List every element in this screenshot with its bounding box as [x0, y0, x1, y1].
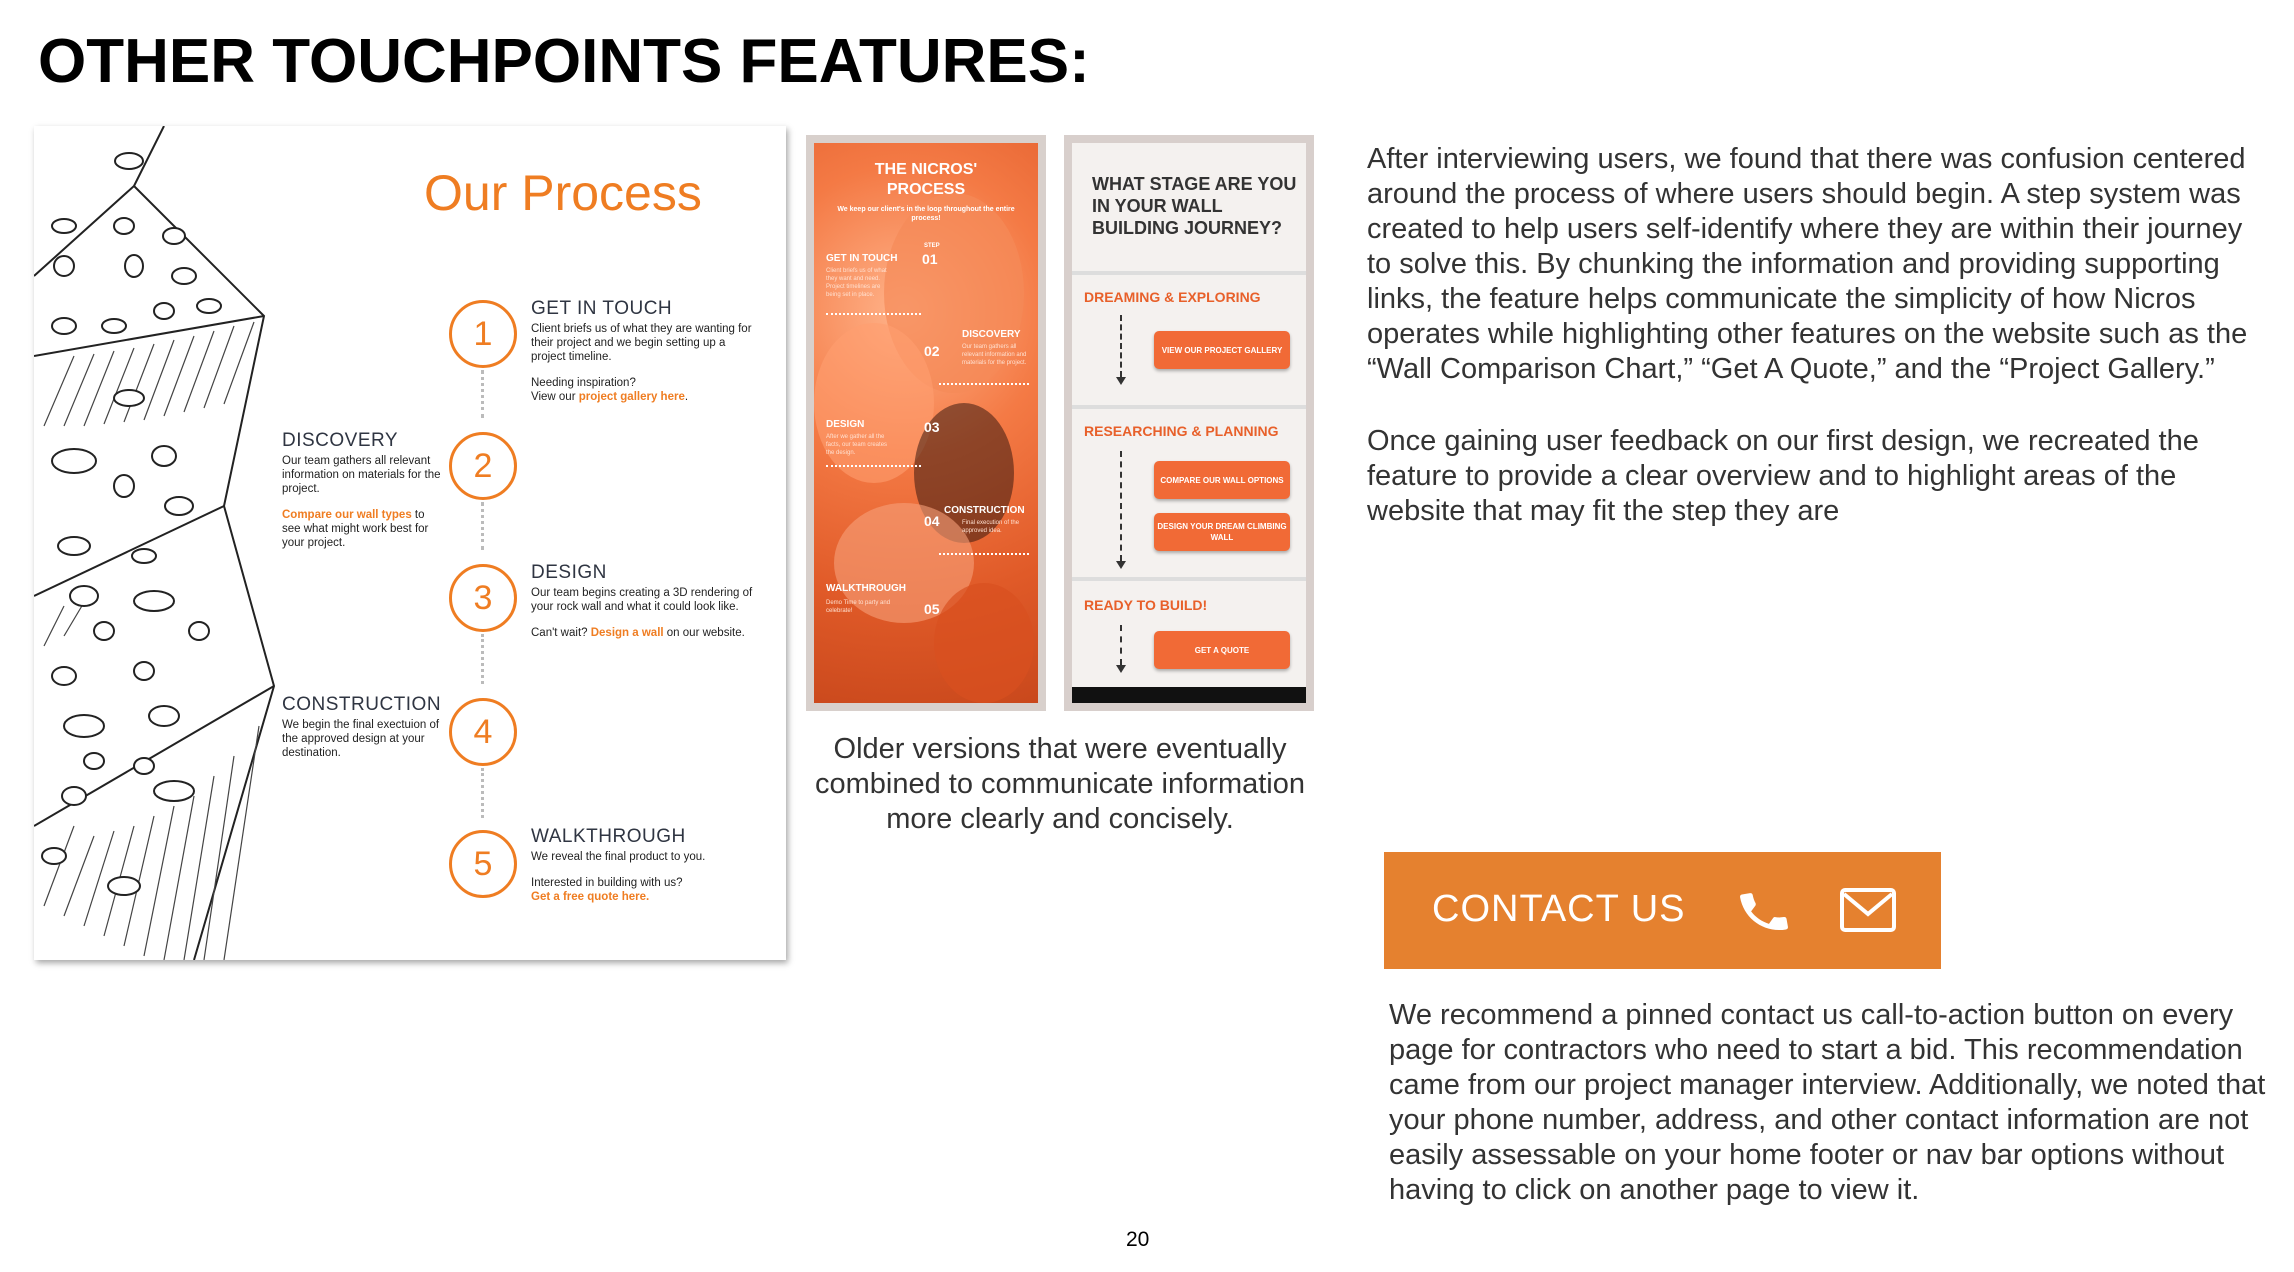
step-5-circle: 5	[449, 830, 517, 898]
old2-arrow	[1120, 625, 1122, 665]
step-2-text: Our team gathers all relevant information on materials for the project. Compare our wall types to see what might work best for your project.	[282, 455, 441, 549]
step-3-circle: 3	[449, 564, 517, 632]
old1-divider	[939, 383, 1029, 385]
old1-step-name: WALKTHROUGH	[826, 583, 906, 594]
old2-arrow	[1120, 315, 1122, 377]
step-3-heading: DESIGN	[531, 562, 607, 583]
step-4-circle: 4	[449, 698, 517, 766]
get-a-quote-button[interactable]: GET A QUOTE	[1154, 631, 1290, 669]
old1-step-num: 04	[924, 513, 940, 529]
old2-divider	[1072, 577, 1306, 581]
description-paragraph-1: After interviewing users, we found that there was confusion centered around the process of where users should begin. A step system was created to help users self-identify where they are within their journey to solve this. By chunking the information and providing supporting links, the feature helps communicate the simplicity of how Nicros operates while highlighting other features on the website such as the “Wall Comparison Chart,” “Get A Quote,” and the “Project Gallery.”	[1367, 143, 2248, 385]
old1-step-name: DISCOVERY	[962, 329, 1021, 340]
old1-step-desc: Final execution of the approved idea.	[962, 520, 1020, 534]
step-2-circle: 2	[449, 432, 517, 500]
climbing-wall-illustration	[34, 126, 304, 960]
contact-us-button[interactable]	[1384, 852, 1941, 969]
our-process-image	[34, 126, 786, 960]
old-version-2-image	[1064, 135, 1314, 711]
step-5-text: We reveal the final product to you. Interested in building with us? Get a free quote here.	[531, 850, 756, 904]
design-a-wall-link[interactable]: Design a wall	[590, 627, 664, 639]
old1-step-num: 01	[922, 251, 938, 267]
step-connector	[481, 634, 487, 684]
old1-step-desc: Client briefs us of what they want and need. Project timelines are being set in place.	[826, 268, 887, 298]
old1-step-num: 02	[924, 343, 940, 359]
old1-divider	[826, 465, 921, 467]
old2-divider	[1072, 405, 1306, 409]
step-connector	[481, 502, 487, 550]
old1-divider	[826, 313, 921, 315]
step-1-circle: 1	[449, 300, 517, 368]
step-1-heading: GET IN TOUCH	[531, 298, 673, 319]
old1-step-desc: Demo Time to party and celebrate!	[826, 600, 891, 614]
old1-step-num: 05	[924, 601, 940, 617]
old2-arrowhead	[1116, 377, 1126, 385]
view-project-gallery-button[interactable]: VIEW OUR PROJECT GALLERY	[1154, 331, 1290, 369]
old2-section-label: RESEARCHING & PLANNING	[1084, 423, 1279, 439]
old1-step-num: 03	[924, 419, 940, 435]
step-4-text: We begin the final exectuion of the approved design at your destination.	[282, 719, 440, 759]
contact-us-label: CONTACT US	[1432, 888, 1686, 930]
old2-divider	[1072, 271, 1306, 275]
compare-wall-types-link[interactable]: Compare our wall types	[282, 509, 412, 521]
compare-wall-options-button[interactable]: COMPARE OUR WALL OPTIONS	[1154, 461, 1290, 499]
description-paragraph-2: Once gaining user feedback on our first design, we recreated the feature to provide a clear overview and to highlight areas of the website that may fit the step they are	[1367, 425, 2199, 527]
old-versions-caption: Older versions that were eventually combined to communicate information more clearly and concisely.	[814, 733, 1305, 835]
old1-step-desc: Our team gathers all relevant information and materials for the project.	[962, 344, 1027, 366]
old2-arrowhead	[1116, 665, 1126, 673]
step-3-text: Our team begins creating a 3D rendering of your rock wall and what it could look like. Can't wait? Design a wall on our website.	[531, 587, 753, 639]
old1-step-name: CONSTRUCTION	[944, 505, 1025, 516]
old1-step-name: DESIGN	[826, 419, 865, 430]
old2-heading: WHAT STAGE ARE YOU IN YOUR WALL BUILDING JOURNEY?	[1092, 174, 1297, 238]
page-number: 20	[1126, 1228, 1150, 1251]
design-dream-wall-button[interactable]: DESIGN YOUR DREAM CLIMBING WALL	[1154, 513, 1290, 551]
old2-section-label: DREAMING & EXPLORING	[1084, 289, 1261, 305]
old1-title-line1: THE NICROS'	[874, 161, 978, 178]
old1-step-label: STEP	[924, 243, 940, 249]
old2-footer-bar	[1072, 687, 1306, 703]
old1-step-desc: After we gather all the facts, our team creates the design.	[826, 434, 888, 456]
old1-divider	[939, 553, 1029, 555]
phone-icon	[1734, 884, 1794, 940]
step-4-heading: CONSTRUCTION	[282, 694, 442, 715]
step-connector	[481, 370, 487, 418]
description-paragraph-3: We recommend a pinned contact us call-to-action button on every page for contractors who need to start a bid. This recommendation came from our project manager interview. Additionally, we noted that your phone number, address, and other contact information are not easily assessable on your home footer or nav bar options without having to click on another page to view it.	[1389, 999, 2266, 1206]
old1-title-line2: PROCESS	[886, 181, 966, 198]
process-title: Our Process	[424, 165, 702, 221]
old2-arrow	[1120, 451, 1122, 561]
step-1-text: Client briefs us of what they are wanting for their project and we begin setting up a project timeline. Needing inspiration? View our project gallery here.	[531, 323, 752, 403]
step-5-heading: WALKTHROUGH	[531, 826, 686, 847]
free-quote-link[interactable]: Get a free quote here.	[531, 891, 650, 903]
old-version-1-image	[806, 135, 1046, 711]
step-connector	[481, 768, 487, 818]
old2-arrowhead	[1116, 561, 1126, 569]
step-2-heading: DISCOVERY	[282, 430, 399, 451]
old1-step-name: GET IN TOUCH	[826, 253, 898, 264]
page-title: OTHER TOUCHPOINTS FEATURES:	[38, 27, 1090, 96]
project-gallery-link[interactable]: project gallery here	[578, 391, 685, 403]
old1-subtitle: We keep our client's in the loop throughout the entire process!	[837, 206, 1015, 222]
old2-section-label: READY TO BUILD!	[1084, 597, 1208, 613]
mail-icon	[1840, 888, 1896, 932]
